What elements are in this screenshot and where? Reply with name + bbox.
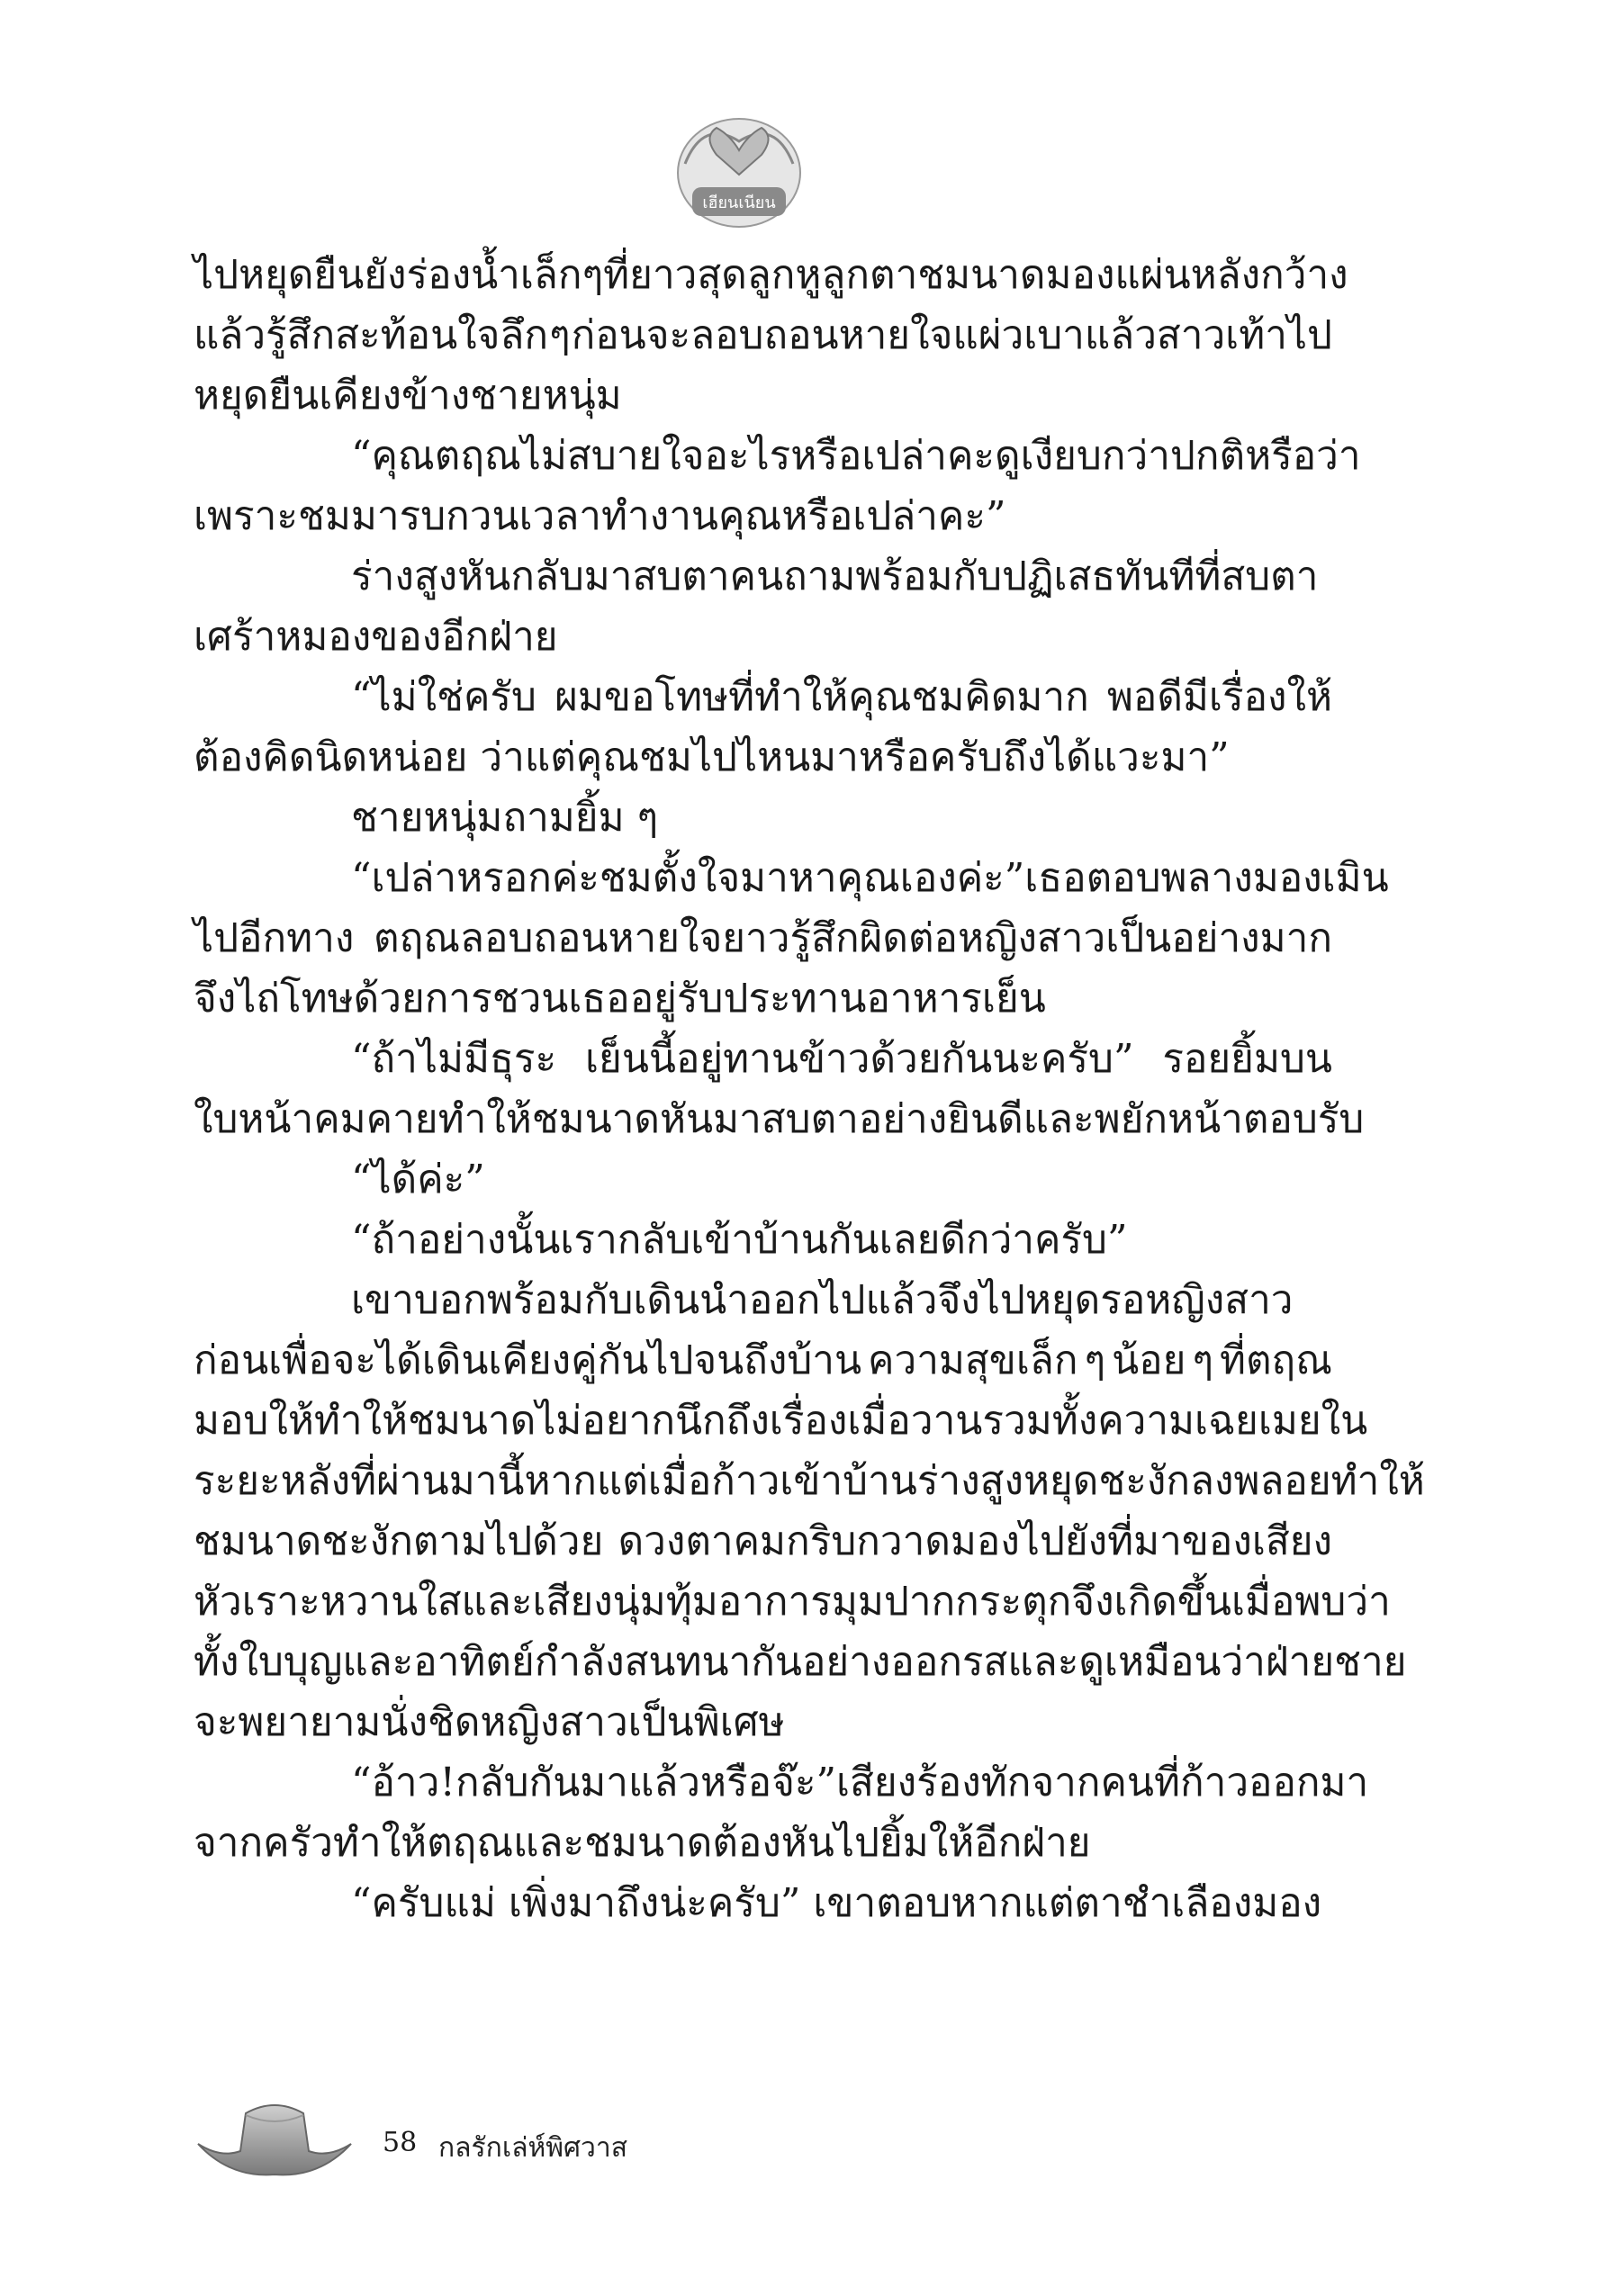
text-line: เพราะชมมารบกวนเวลาทำงานคุณหรือเปล่าคะ”	[194, 493, 1006, 539]
text-line: ไปหยุดยืนยังร่องน้ำเล็ก ๆ ที่ยาวสุดลูกหูลูกตา ชมนาดมองแผ่นหลังกว้าง	[194, 252, 1348, 298]
text-line: เศร้าหมองของอีกฝ่าย	[194, 614, 558, 660]
text-line: ชายหนุ่มถามยิ้ม ๆ	[351, 795, 659, 841]
cowboy-hat-icon	[194, 2088, 356, 2187]
text-line: หัวเราะหวานใสและเสียงนุ่มทุ้ม อาการมุมปากกระตุกจึงเกิดขึ้นเมื่อพบว่า	[194, 1579, 1391, 1625]
text-line: ชมนาดชะงักตามไปด้วย ดวงตาคมกริบกวาดมองไปยังที่มาของเสียง	[194, 1518, 1332, 1564]
page-number: 58	[383, 2127, 418, 2158]
page-footer	[194, 2088, 1004, 2187]
text-line: ร่างสูงหันกลับมาสบตาคนถามพร้อมกับปฏิเสธทันทีที่สบตา	[351, 554, 1319, 599]
text-line: “ถ้าอย่างนั้นเรากลับเข้าบ้านกันเลยดีกว่าครับ”	[351, 1217, 1128, 1263]
text-line: “อ้าว! กลับกันมาแล้วหรือจ๊ะ” เสียงร้องทักจากคนที่ก้าวออกมา	[351, 1760, 1369, 1805]
text-line: จากครัวทำให้ตฤณและชมนาดต้องหันไปยิ้มให้อีกฝ่าย	[194, 1820, 1091, 1866]
text-line: “ไม่ใช่ครับ ผมขอโทษที่ทำให้คุณชมคิดมาก พอดีมีเรื่องให้	[351, 674, 1332, 720]
text-line: มอบให้ทำให้ชมนาดไม่อยากนึกถึงเรื่องเมื่อวาน รวมทั้งความเฉยเมยใน	[194, 1398, 1368, 1444]
text-line: ก่อนเพื่อจะได้เดินเคียงคู่กันไปจนถึงบ้าน ความสุขเล็ก ๆ น้อย ๆ ที่ตฤณ	[194, 1337, 1332, 1383]
book-title: กลรักเล่ห์พิศวาส	[438, 2132, 628, 2164]
text-line: “ครับแม่ เพิ่งมาถึงน่ะครับ” เขาตอบหากแต่ตาชำเลืองมอง	[351, 1880, 1322, 1926]
text-line: “ถ้าไม่มีธุระ เย็นนี้อยู่ทานข้าวด้วยกันนะครับ” รอยยิ้มบน	[351, 1036, 1332, 1082]
text-line: ทั้งใบบุญและอาทิตย์กำลังสนทนากันอย่างออกรส และดูเหมือนว่าฝ่ายชาย	[194, 1639, 1407, 1685]
text-line: “ได้ค่ะ”	[351, 1157, 485, 1202]
text-line: หยุดยืนเคียงข้างชายหนุ่ม	[194, 373, 622, 419]
text-line: แล้วรู้สึกสะท้อนใจลึก ๆ ก่อนจะลอบถอนหายใจแผ่วเบาแล้วสาวเท้าไป	[194, 312, 1332, 358]
text-line: ระยะหลังที่ผ่านมานี้ หากแต่เมื่อก้าวเข้าบ้านร่างสูงหยุดชะงักลงพลอยทำให้	[194, 1458, 1425, 1504]
text-line: ไปอีกทาง ตฤณลอบถอนหายใจยาวรู้สึกผิดต่อหญิงสาวเป็นอย่างมาก	[194, 915, 1332, 961]
text-line: ต้องคิดนิดหน่อย ว่าแต่คุณชมไปไหนมาหรือครับถึงได้แวะมา”	[194, 734, 1230, 780]
text-line: ใบหน้าคมคายทำให้ชมนาดหันมาสบตาอย่างยินดีและพยักหน้าตอบรับ	[194, 1096, 1365, 1142]
body-text	[194, 245, 1425, 1933]
ornament-label: เฮียนเนียน	[702, 194, 776, 212]
heart-wings-ornament-icon	[667, 101, 811, 236]
text-line: จะพยายามนั่งชิดหญิงสาวเป็นพิเศษ	[194, 1699, 785, 1745]
text-line: เขาบอกพร้อมกับเดินนำออกไปแล้วจึงไปหยุดรอหญิงสาว	[351, 1277, 1294, 1323]
text-line: จึงไถ่โทษด้วยการชวนเธออยู่รับประทานอาหารเย็น	[194, 976, 1046, 1022]
text-line: “เปล่าหรอกค่ะ ชมตั้งใจมาหาคุณเองค่ะ” เธอตอบพลางมองเมิน	[351, 855, 1389, 901]
text-line: “คุณตฤณไม่สบายใจอะไรหรือเปล่าคะ ดูเงียบกว่าปกติ หรือว่า	[351, 433, 1361, 479]
